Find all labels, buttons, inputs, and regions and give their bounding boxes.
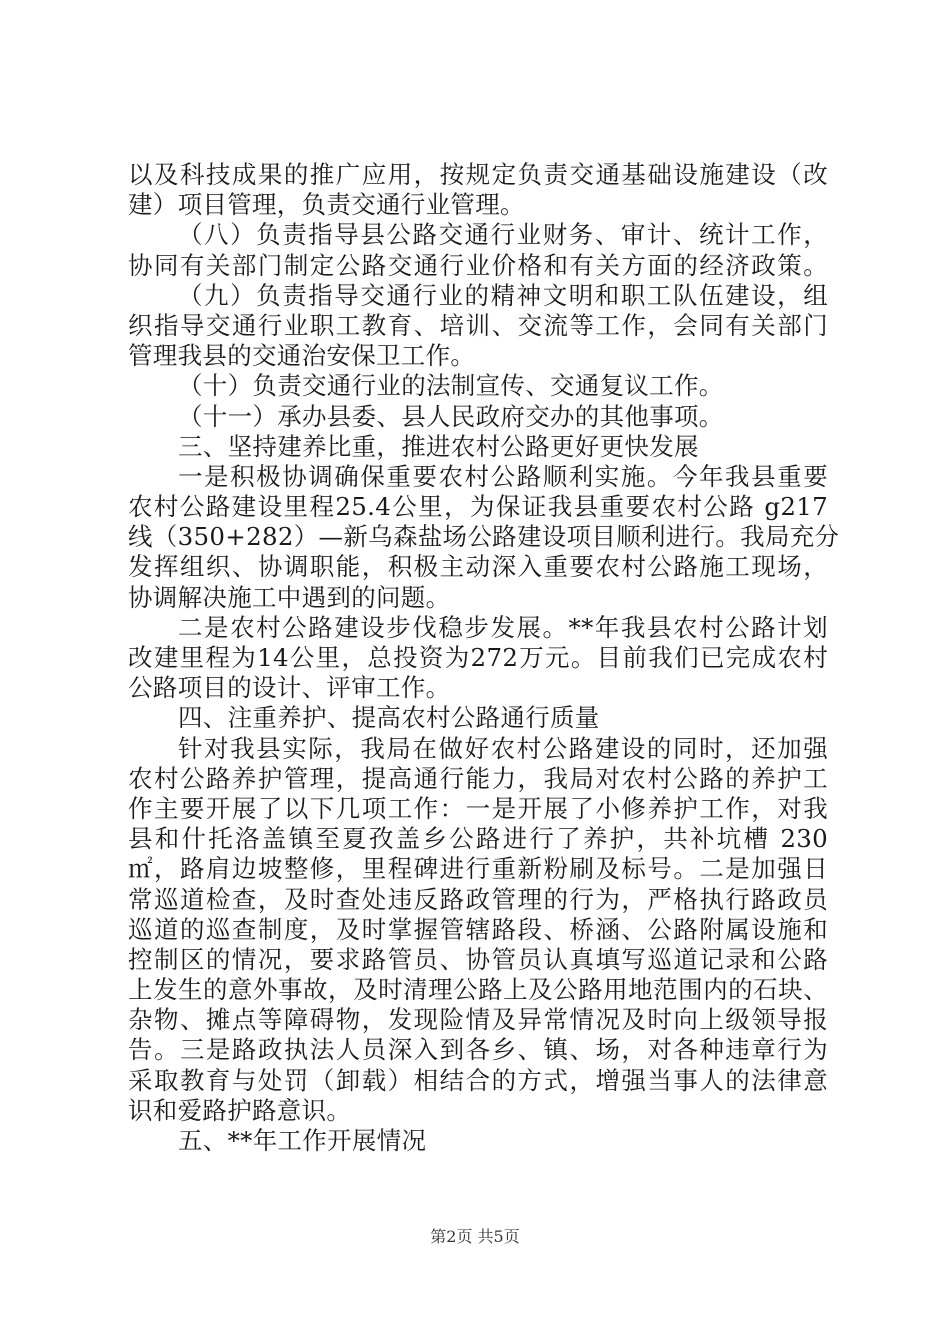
text-line: 巡道的巡查制度，及时掌握管辖路段、桥涵、公路附属设施和 xyxy=(128,914,828,944)
text-line: 针对我县实际，我局在做好农村公路建设的同时，还加强 xyxy=(178,733,828,763)
page-number-footer: 第2页 共5页 xyxy=(430,1227,520,1246)
text-line: 作主要开展了以下几项工作：一是开展了小修养护工作，对我 xyxy=(128,793,828,823)
text-line: 上发生的意外事故，及时清理公路上及公路用地范围内的石块、 xyxy=(128,975,828,1005)
text-line: ㎡，路肩边坡整修，里程碑进行重新粉刷及标号。二是加强日 xyxy=(128,854,828,884)
text-line: 线（350+282）—新乌森盐场公路建设项目顺利进行。我局充分 xyxy=(128,522,840,552)
text-line: 农村公路养护管理，提高通行能力，我局对农村公路的养护工 xyxy=(128,763,828,793)
text-line: 识和爱路护路意识。 xyxy=(128,1095,352,1125)
text-line: 以及科技成果的推广应用，按规定负责交通基础设施建设（改 xyxy=(128,160,828,189)
text-line: 二是农村公路建设步伐稳步发展。**年我县农村公路计划 xyxy=(178,612,828,642)
document-body xyxy=(128,160,840,1156)
text-line: 一是积极协调确保重要农村公路顺利实施。今年我县重要 xyxy=(178,461,828,491)
text-line: 农村公路建设里程25.4公里，为保证我县重要农村公路 g217 xyxy=(128,492,828,522)
text-line: 织指导交通行业职工教育、培训、交流等工作，会同有关部门 xyxy=(128,310,828,340)
text-line: 告。三是路政执法人员深入到各乡、镇、场，对各种违章行为 xyxy=(128,1035,828,1065)
text-line: （八）负责指导县公路交通行业财务、审计、统计工作， xyxy=(178,220,828,250)
section-heading: 三、坚持建养比重，推进农村公路更好更快发展 xyxy=(178,431,699,461)
section-heading: 五、**年工作开展情况 xyxy=(178,1126,427,1155)
text-line: 发挥组织、协调职能，积极主动深入重要农村公路施工现场， xyxy=(128,552,828,582)
text-line: 常巡道检查，及时查处违反路政管理的行为，严格执行路政员 xyxy=(128,884,828,914)
text-line: 建）项目管理，负责交通行业管理。 xyxy=(128,190,525,220)
section-heading: 四、注重养护、提高农村公路通行质量 xyxy=(178,703,600,733)
text-line: 控制区的情况，要求路管员、协管员认真填写巡道记录和公路 xyxy=(128,944,828,974)
text-line: （十一）承办县委、县人民政府交办的其他事项。 xyxy=(178,401,724,431)
text-line: 杂物、摊点等障碍物，发现险情及异常情况及时向上级领导报 xyxy=(128,1005,828,1035)
text-line: 改建里程为14公里，总投资为272万元。目前我们已完成农村 xyxy=(128,643,828,672)
text-line: （十）负责交通行业的法制宣传、交通复议工作。 xyxy=(178,371,724,401)
text-line: 县和什托洛盖镇至夏孜盖乡公路进行了养护，共补坑槽 230 xyxy=(128,824,828,854)
text-line: 公路项目的设计、评审工作。 xyxy=(128,673,451,703)
text-line: （九）负责指导交通行业的精神文明和职工队伍建设，组 xyxy=(178,280,828,310)
text-line: 采取教育与处罚（卸载）相结合的方式，增强当事人的法律意 xyxy=(128,1065,828,1095)
text-line: 协同有关部门制定公路交通行业价格和有关方面的经济政策。 xyxy=(128,250,828,280)
text-line: 管理我县的交通治安保卫工作。 xyxy=(128,341,476,371)
text-line: 协调解决施工中遇到的问题。 xyxy=(128,582,451,612)
